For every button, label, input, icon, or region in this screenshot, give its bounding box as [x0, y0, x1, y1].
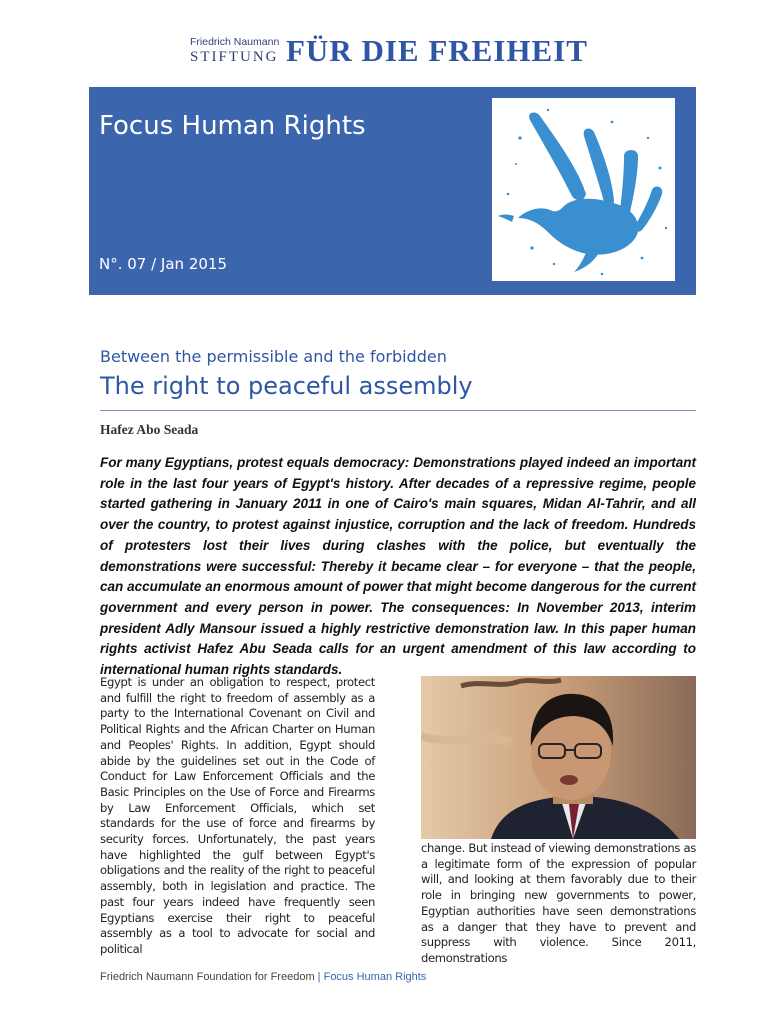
author-photo	[421, 676, 696, 839]
page-footer	[100, 971, 426, 983]
series-title: Focus Human Rights	[99, 111, 366, 141]
footer-organization: Friedrich Naumann Foundation for Freedom	[100, 971, 315, 983]
cover-banner	[89, 87, 696, 295]
body-column-left: Egypt is under an obligation to respect, protect and fulfill the right to freedom of assembly as a party to the International Covenant on Civil and Political Rights and the African Charter on Human and Peoples' Rights. In addition, Egypt should abide by the guidelines set out in the Code of Conduct for Law Enforcement Officials and the Basic Principles on the Use of Force and Firearms by Law Enforcement Officials, which set standards for the use of force and firearms by security forces. Unfortunately, the past years have highlighted the gulf between Egypt's obligations and the reality of the right to peaceful assembly, both in legislation and practice. The past four years indeed have frequently seen Egyptians exercise their right to peaceful assembly as a tool to advocate for social and political	[100, 675, 375, 956]
title-divider	[100, 410, 696, 411]
footer-separator: |	[317, 971, 321, 983]
article-subtitle: Between the permissible and the forbidden	[100, 347, 447, 366]
issue-number: N°. 07 / Jan 2015	[99, 255, 227, 273]
article-title: The right to peaceful assembly	[100, 372, 473, 400]
dove-hand-icon	[492, 98, 675, 281]
logo-line-1: Friedrich Naumann	[190, 36, 280, 48]
footer-series: Focus Human Rights	[323, 971, 427, 983]
logo-line-2: STIFTUNG	[190, 49, 279, 65]
article-intro: For many Egyptians, protest equals democracy: Demonstrations played indeed an important role in the last four years of Egypt's history. After decades of a repressive regime, people started gathering in January 2011 in one of Cairo's main squares, Midan Al-Tahrir, and all over the country, to protest against injustice, corruption and the lack of freedom. Hundreds of protesters lost their lives during clashes with the police, but eventually the demonstrations were successful: Thereby it became clear – for everyone – that the people, can accumulate an enormous amount of power that might become dangerous for the current government and every person in power. The consequences: In November 2013, interim president Adly Mansour issued a highly restrictive demonstration law. In this paper human rights activist Hafez Abu Seada calls for an urgent amendment of this law according to international human rights standards.	[100, 455, 696, 678]
logo-main-text: FÜR DIE FREIHEIT	[286, 33, 588, 68]
article-author: Hafez Abo Seada	[100, 422, 199, 437]
body-column-right: change. But instead of viewing demonstrations as a legitimate form of the expression of popular will, and looking at them favorably due to their role in bringing new governments to power, Egyptian authorities have seen demonstrations as a danger that they have to prevent and suppress with violence. Since 2011, demonstrations	[421, 841, 696, 965]
